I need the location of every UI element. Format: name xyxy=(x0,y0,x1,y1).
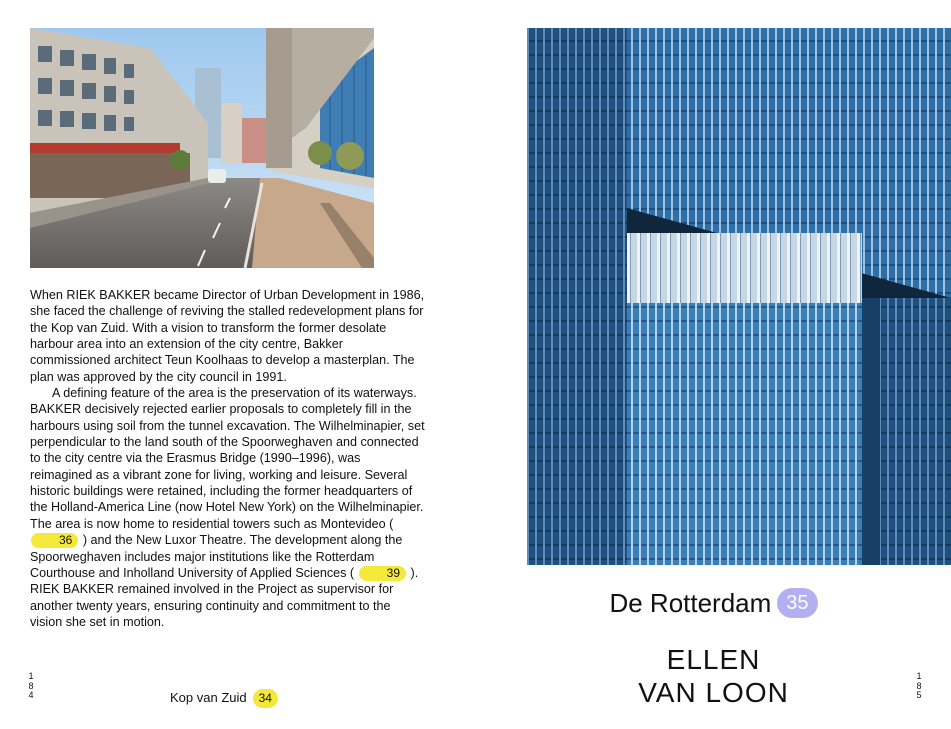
paragraph-1: When RIEK BAKKER became Director of Urban Development in 1986, she faced the challenge of reviving the stalled redevelopment plans for the Kop van Zuid. With a vision to transform the former desolate harbour area into an extension of the city centre, Bakker commissioned architect Teun Koolhaas to develop a masterplan. The plan was approved by the city council in 1991. xyxy=(30,288,425,384)
entry-number-badge: 35 xyxy=(777,588,817,618)
page-number-left: 1 8 4 xyxy=(28,671,34,700)
building-photo xyxy=(527,28,951,565)
paragraph-2: A defining feature of the area is the preservation of its waterways. BAKKER decisively rejected earlier proposals to completely fill in the harbours using soil from the tunnel excavation. The Wilhelminapier, set perpendicular to the land south of the Spoorweghaven and connected to the city centre via the Erasmus Bridge (1990–1996), was reimagined as a vibrant zone for living, working and leisure. Several historic buildings were retained, including the former headquarters of the Holland-America Line (now Hotel New York) on the Wilhelminapier. The area is now home to residential towers such as Montevideo ( 36 ) and the New Luxor Theatre. The development along the Spoorweghaven includes major institutions like the Rotterdam Courthouse and Inholland University of Applied Sciences ( 39 ). RIEK BAKKER remained involved in the Project as supervisor for another twenty years, ensuring continuity and commitment to the vision she set in motion. xyxy=(30,386,425,629)
building-name: De Rotterdam xyxy=(609,588,772,618)
footer-title-text: Kop van Zuid xyxy=(170,690,247,705)
author-name: ELLEN VAN LOON xyxy=(638,644,789,708)
footer-section-title xyxy=(170,688,278,708)
reference-badge-39[interactable]: 39 xyxy=(359,566,406,581)
body-text xyxy=(30,287,426,630)
left-page xyxy=(0,0,475,729)
entry-heading xyxy=(476,585,951,621)
page-number-right: 1 8 5 xyxy=(916,671,922,700)
right-page xyxy=(476,0,951,729)
footer-number-badge: 34 xyxy=(253,689,278,708)
street-photo xyxy=(30,28,374,268)
reference-badge-36[interactable]: 36 xyxy=(31,533,78,548)
